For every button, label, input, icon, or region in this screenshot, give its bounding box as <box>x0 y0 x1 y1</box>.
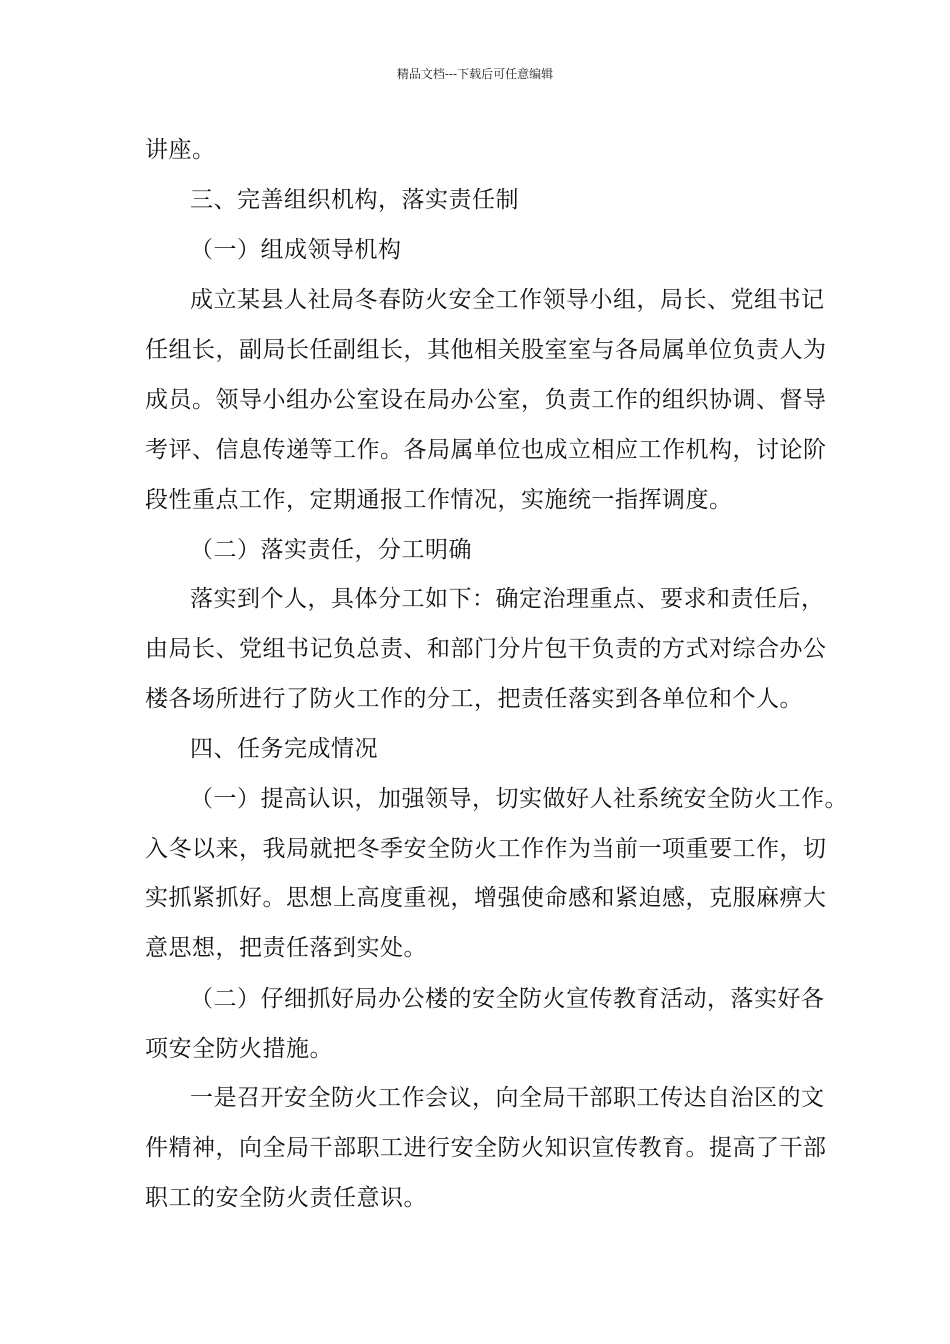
body-line: 楼各场所进行了防火工作的分工，把责任落实到各单位和个人。 <box>145 686 803 712</box>
subsection-heading: （二）落实责任，分工明确 <box>190 537 472 563</box>
body-line: 职工的安全防火责任意识。 <box>145 1185 427 1211</box>
body-line: 件精神，向全局干部职工进行安全防火知识宣传教育。提高了干部 <box>145 1135 827 1161</box>
subsection-heading: （一）提高认识，加强领导，切实做好人社系统安全防火工作。 <box>190 786 848 812</box>
body-line: 意思想，把责任落到实处。 <box>145 935 427 961</box>
body-line: 成员。领导小组办公室设在局办公室，负责工作的组织协调、督导 <box>145 387 827 413</box>
body-line: 段性重点工作，定期通报工作情况，实施统一指挥调度。 <box>145 487 733 513</box>
body-line: 成立某县人社局冬春防火安全工作领导小组，局长、党组书记 <box>190 287 825 313</box>
section-heading: 四、任务完成情况 <box>190 736 378 762</box>
body-line: 讲座。 <box>145 137 216 163</box>
body-line: 项安全防火措施。 <box>145 1036 333 1062</box>
page-header: 精品文档---下载后可任意编辑 <box>396 67 554 81</box>
subsection-heading: （二）仔细抓好局办公楼的安全防火宣传教育活动，落实好各 <box>190 986 825 1012</box>
body-line: 由局长、党组书记负总责、和部门分片包干负责的方式对综合办公 <box>145 636 827 662</box>
body-line: 考评、信息传递等工作。各局属单位也成立相应工作机构，讨论阶 <box>145 437 827 463</box>
body-line: 一是召开安全防火工作会议，向全局干部职工传达自治区的文 <box>190 1085 825 1111</box>
body-line: 实抓紧抓好。思想上高度重视，增强使命感和紧迫感，克服麻痹大 <box>145 885 827 911</box>
body-line: 任组长，副局长任副组长，其他相关股室室与各局属单位负责人为 <box>145 337 827 363</box>
body-line: 入冬以来，我局就把冬季安全防火工作作为当前一项重要工作，切 <box>145 836 827 862</box>
subsection-heading: （一）组成领导机构 <box>190 237 402 263</box>
body-line: 落实到个人，具体分工如下：确定治理重点、要求和责任后， <box>190 586 825 612</box>
section-heading: 三、完善组织机构，落实责任制 <box>190 187 519 213</box>
